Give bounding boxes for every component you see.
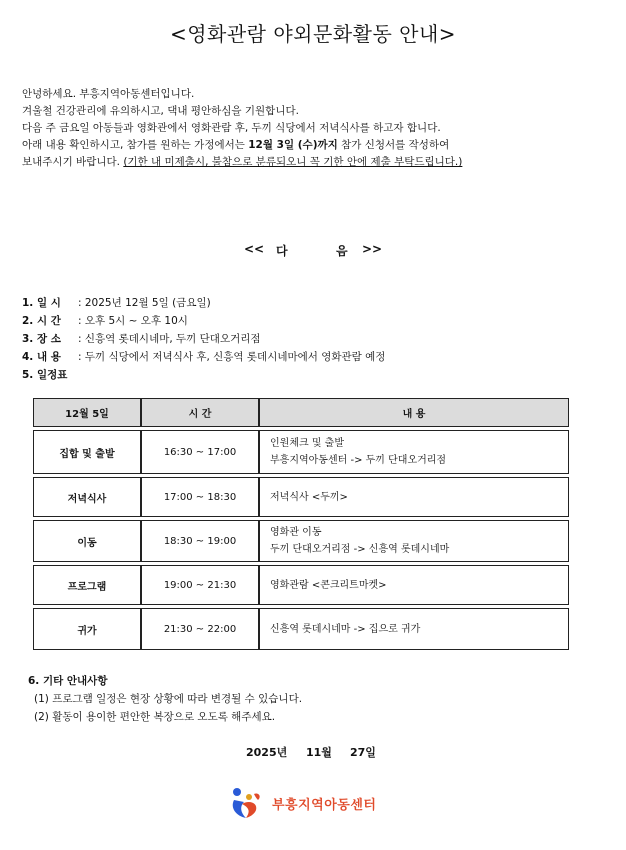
content-cell — [259, 565, 569, 605]
column-header: 시 간 — [141, 398, 259, 427]
info-list — [22, 294, 385, 384]
info-item — [22, 366, 385, 384]
table-row — [33, 520, 569, 562]
deadline-warning: (기한 내 미제출시, 불참으로 분류되오니 꼭 기한 안에 제출 부탁드립니다.) — [123, 156, 463, 168]
table-row — [33, 430, 569, 474]
schedule-table — [33, 398, 569, 650]
info-label: 2. 시 간 — [22, 315, 61, 327]
activity-cell: 저녁식사 — [33, 477, 141, 517]
info-label: 1. 일 시 — [22, 297, 61, 309]
info-label: 4. 내 용 — [22, 351, 61, 363]
other-heading: 6. 기타 안내사항 — [28, 675, 108, 687]
activity-cell: 프로그램 — [33, 565, 141, 605]
intro-line: 안녕하세요. 부흥지역아동센터입니다. — [22, 88, 195, 100]
date-month: 11월 — [306, 746, 332, 759]
info-label: 3. 장 소 — [22, 333, 61, 345]
note-line: (1) 프로그램 일정은 현장 상황에 따라 변경될 수 있습니다. — [34, 693, 303, 705]
table-row — [33, 477, 569, 517]
content-line: 인원체크 및 출발 — [270, 438, 344, 449]
intro-paragraph — [22, 86, 462, 171]
time-cell: 18:30 ~ 19:00 — [141, 520, 259, 562]
family-logo-icon — [228, 786, 268, 820]
date-day: 27일 — [350, 746, 376, 759]
intro-line: 다음 주 금요일 아동들과 영화관에서 영화관람 후, 두끼 식당에서 저녁식사를 하고자 합니다. — [22, 122, 441, 134]
content-line: 영화관 이동 — [270, 527, 322, 538]
info-label: 5. 일정표 — [22, 369, 68, 381]
document-title: <영화관람 야외문화활동 안내> — [169, 22, 457, 46]
column-header: 내 용 — [259, 398, 569, 427]
content-line: 영화관람 <콘크리트마켓> — [270, 579, 387, 591]
logo-text: 부흥지역아동센터 — [272, 797, 377, 813]
info-value: : 신흥역 롯데시네마, 두끼 단대오거리점 — [78, 333, 261, 345]
activity-cell: 집합 및 출발 — [33, 430, 141, 474]
info-item — [22, 330, 385, 348]
separator-char: 음 — [336, 244, 348, 258]
separator-right: >> — [362, 242, 383, 256]
note-line: (2) 활동이 용이한 편안한 복장으로 오도록 해주세요. — [34, 711, 276, 723]
time-cell: 21:30 ~ 22:00 — [141, 608, 259, 650]
info-item — [22, 312, 385, 330]
column-header: 12월 5일 — [33, 398, 141, 427]
content-cell — [259, 430, 569, 474]
table-row — [33, 608, 569, 650]
deadline-text: 12월 3일 (수)까지 — [248, 139, 338, 151]
content-line: 신흥역 롯데시네마 -> 집으로 귀가 — [270, 623, 421, 635]
content-cell — [259, 608, 569, 650]
center-logo — [228, 786, 376, 820]
content-line: 두끼 단대오거리점 -> 신흥역 롯데시네마 — [270, 544, 450, 555]
other-notes — [28, 672, 302, 726]
info-item — [22, 348, 385, 366]
time-cell: 17:00 ~ 18:30 — [141, 477, 259, 517]
info-item — [22, 294, 385, 312]
intro-line: 겨울철 건강관리에 유의하시고, 댁내 평안하심을 기원합니다. — [22, 105, 299, 117]
date-year: 2025년 — [246, 746, 288, 759]
activity-cell: 귀가 — [33, 608, 141, 650]
info-value: : 두끼 식당에서 저녁식사 후, 신흥역 롯데시네마에서 영화관람 예정 — [78, 351, 386, 363]
activity-cell: 이동 — [33, 520, 141, 562]
intro-text: 참가 신청서를 작성하여 — [337, 139, 450, 151]
intro-text: 아래 내용 확인하시고, 참가를 원하는 가정에서는 — [22, 139, 249, 151]
content-cell — [259, 520, 569, 562]
table-row — [33, 565, 569, 605]
intro-text: 보내주시기 바랍니다. — [22, 156, 124, 168]
separator-left: << — [244, 242, 265, 256]
time-cell: 19:00 ~ 21:30 — [141, 565, 259, 605]
info-value: : 2025년 12월 5일 (금요일) — [78, 297, 211, 309]
separator-char: 다 — [276, 244, 288, 258]
intro-line — [22, 137, 462, 154]
time-cell: 16:30 ~ 17:00 — [141, 430, 259, 474]
content-line: 부흥지역아동센터 -> 두끼 단대오거리점 — [270, 455, 447, 466]
table-header-row — [33, 398, 569, 427]
content-cell — [259, 477, 569, 517]
info-value: : 오후 5시 ~ 오후 10시 — [78, 315, 188, 327]
intro-line — [22, 154, 462, 171]
content-line: 저녁식사 <두끼> — [270, 491, 348, 503]
